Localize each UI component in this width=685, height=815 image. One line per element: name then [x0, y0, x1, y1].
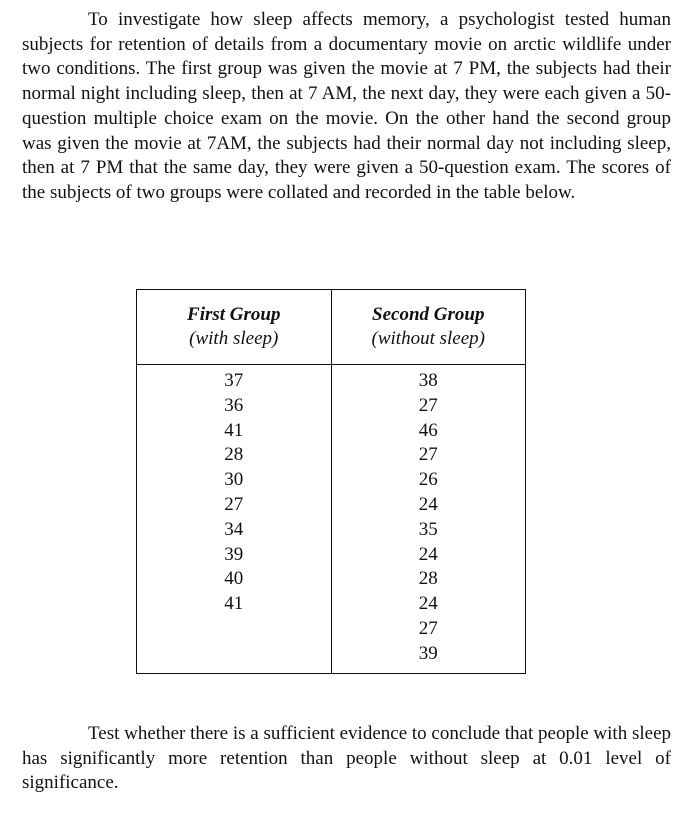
first-group-scores — [137, 365, 332, 674]
second-group-scores — [331, 365, 526, 674]
scores-table — [136, 289, 526, 674]
second-group-score: 27 — [418, 617, 438, 639]
second-group-score: 35 — [418, 518, 438, 540]
second-group-score: 24 — [418, 593, 438, 615]
column-header-first-group — [137, 290, 332, 365]
second-group-title: Second Group — [372, 304, 485, 325]
first-group-score: 40 — [224, 568, 244, 590]
second-group-score: 26 — [418, 469, 438, 491]
question-text: Test whether there is a sufficient evidence to conclude that people with sleep has significantly more retention than people without sleep at 0.01 level of significance. — [22, 723, 671, 794]
first-group-score: 30 — [224, 469, 244, 491]
second-group-score: 24 — [418, 543, 438, 565]
first-group-score: 37 — [224, 370, 244, 391]
first-group-score: 28 — [224, 444, 244, 466]
first-group-score: 41 — [224, 593, 244, 615]
problem-description: To investigate how sleep affects memory, a psychologist tested human subjects for retention of details from a documentary movie on arctic wildlife under two conditions. The first group was given the movie at 7 PM, the subjects had their normal night including sleep, then at 7 AM, the next day, they were each given a 50-question multiple choice exam on the movie. On the other hand the second group was given the movie at 7AM, the subjects had their normal day not including sleep, then at 7 PM that the same day, they were given a 50-question exam. The scores of the subjects of two groups were collated and recorded in the table below. — [22, 9, 671, 203]
column-header-second-group — [331, 290, 526, 365]
second-group-score: 27 — [418, 394, 438, 416]
first-group-score: 39 — [224, 543, 244, 565]
first-group-title: First Group — [187, 304, 281, 325]
first-group-score: 27 — [224, 493, 244, 515]
first-group-score: 36 — [224, 394, 244, 416]
first-group-score: 34 — [224, 518, 244, 540]
first-group-score: 41 — [224, 419, 244, 441]
second-group-score: 27 — [418, 444, 438, 466]
second-group-subtitle: (without sleep) — [371, 328, 485, 349]
second-group-score: 39 — [418, 642, 438, 664]
second-group-score: 38 — [418, 370, 438, 391]
second-group-score: 46 — [418, 419, 438, 441]
first-group-subtitle: (with sleep) — [189, 328, 279, 349]
second-group-score: 24 — [418, 493, 438, 515]
second-group-score: 28 — [418, 568, 438, 590]
